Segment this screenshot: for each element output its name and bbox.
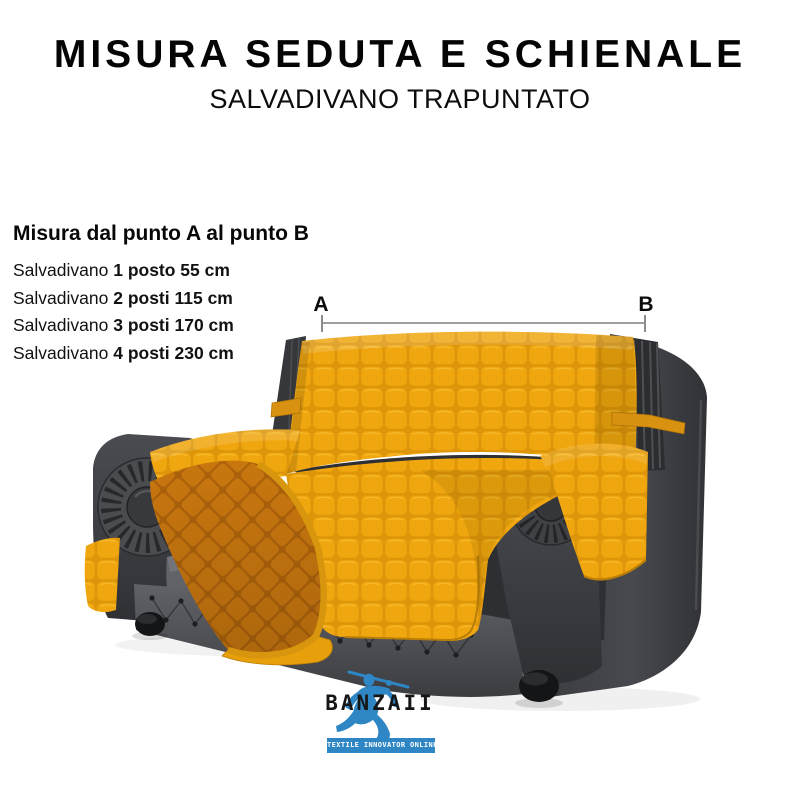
measurement-detail: 4 posti 230 cm xyxy=(113,342,234,363)
point-a-label: A xyxy=(313,293,329,316)
point-b-label: B xyxy=(638,293,654,316)
brand-name: BANZAII xyxy=(325,691,435,715)
measurement-line xyxy=(313,293,653,332)
measurement-heading: Misura dal punto A al punto B xyxy=(13,222,309,245)
page-subtitle: SALVADIVANO TRAPUNTATO xyxy=(209,84,591,114)
measurement-prefix: Salvadivano xyxy=(13,287,114,308)
measurement-detail: 2 posti 115 cm xyxy=(113,287,233,308)
measurement-list xyxy=(13,222,309,367)
page-title: MISURA SEDUTA E SCHIENALE xyxy=(53,33,747,76)
measurement-prefix: Salvadivano xyxy=(13,260,114,280)
measurement-item-3 xyxy=(13,312,309,340)
measurement-item-2 xyxy=(13,285,309,313)
measurement-item-1 xyxy=(13,257,309,285)
measurement-detail: 1 posto 55 cm xyxy=(113,260,230,280)
measurement-prefix: Salvadivano xyxy=(13,315,114,335)
measurement-prefix: Salvadivano xyxy=(13,342,114,363)
brand-tagline: TEXTILE INNOVATOR ONLINE xyxy=(327,738,435,753)
measurement-item-4 xyxy=(13,340,309,368)
measurement-detail: 3 posti 170 cm xyxy=(113,315,234,335)
